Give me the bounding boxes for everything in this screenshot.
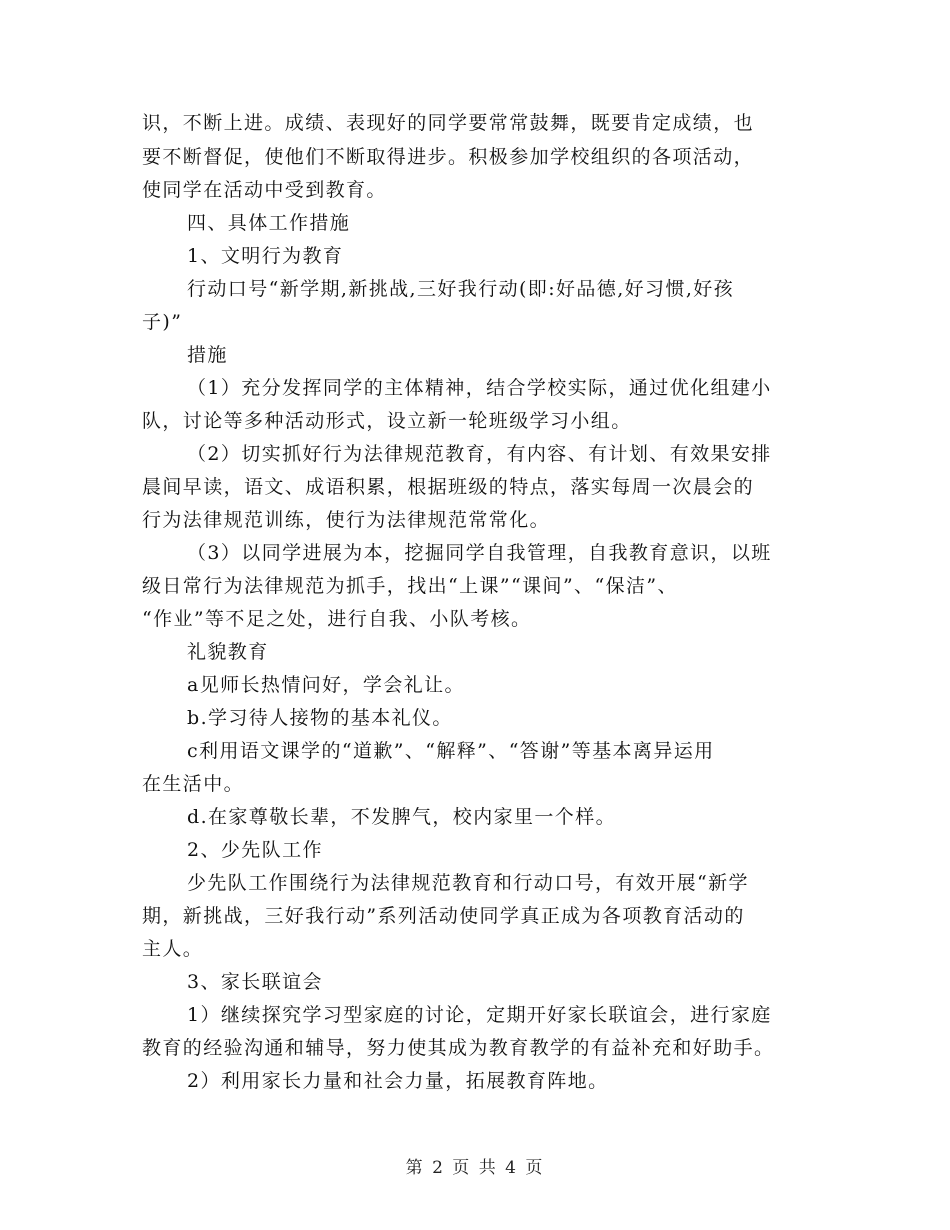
text-line: 主人。 <box>142 938 204 960</box>
subsection-heading: 2、少先队工作 <box>187 839 323 861</box>
text-line: （2）切实抓好行为法律规范教育，有内容、有计划、有效果安排 <box>187 443 772 465</box>
text-line: 行动口号“新学期,新挑战,三好我行动(即:好品德,好习惯,好孩 <box>187 278 735 300</box>
text-line: a见师长热情问好，学会礼让。 <box>187 674 465 696</box>
text-line: d.在家尊敬长辈，不发脾气，校内家里一个样。 <box>187 806 617 828</box>
text-line: 措施 <box>187 344 228 366</box>
text-line: 1）继续探究学习型家庭的讨论，定期开好家长联谊会，进行家庭 <box>187 1004 772 1026</box>
text-line: 2）利用家长力量和社会力量，拓展教育阵地。 <box>187 1070 609 1092</box>
text-line: 子)” <box>142 311 183 333</box>
text-line: c利用语文课学的“道歉”、“解释”、“答谢”等基本离异运用 <box>187 740 715 762</box>
text-line: “作业”等不足之处，进行自我、小队考核。 <box>142 608 532 630</box>
text-line: b.学习待人接物的基本礼仪。 <box>187 707 453 729</box>
text-line: 行为法律规范训练，使行为法律规范常常化。 <box>142 509 551 531</box>
page-footer: 第 2 页 共 4 页 <box>405 1158 545 1178</box>
subsection-heading: 3、家长联谊会 <box>187 971 323 993</box>
section-heading: 四、具体工作措施 <box>187 212 351 234</box>
text-line: 要不断督促，使他们不断取得进步。积极参加学校组织的各项活动， <box>142 146 755 168</box>
text-line: 队，讨论等多种活动形式，设立新一轮班级学习小组。 <box>142 410 632 432</box>
text-line: 少先队工作围绕行为法律规范教育和行动口号，有效开展“新学 <box>187 872 749 894</box>
text-line: 级日常行为法律规范为抓手，找出“上课”“课间”、“保洁”、 <box>142 575 678 597</box>
text-line: （1）充分发挥同学的主体精神，结合学校实际，通过优化组建小 <box>187 377 772 399</box>
text-line: 教育的经验沟通和辅导，努力使其成为教育教学的有益补充和好助手。 <box>142 1037 775 1059</box>
text-line: （3）以同学进展为本，挖掘同学自我管理，自我教育意识，以班 <box>187 542 772 564</box>
text-line: 使同学在活动中受到教育。 <box>142 179 387 201</box>
text-line: 礼貌教育 <box>187 641 269 663</box>
text-line: 期，新挑战，三好我行动”系列活动使同学真正成为各项教育活动的 <box>142 905 745 927</box>
subsection-heading: 1、文明行为教育 <box>187 245 344 267</box>
text-line: 在生活中。 <box>142 773 245 795</box>
text-line: 识，不断上进。成绩、表现好的同学要常常鼓舞，既要肯定成绩，也 <box>142 112 755 134</box>
text-line: 晨间早读，语文、成语积累，根据班级的特点，落实每周一次晨会的 <box>142 476 755 498</box>
